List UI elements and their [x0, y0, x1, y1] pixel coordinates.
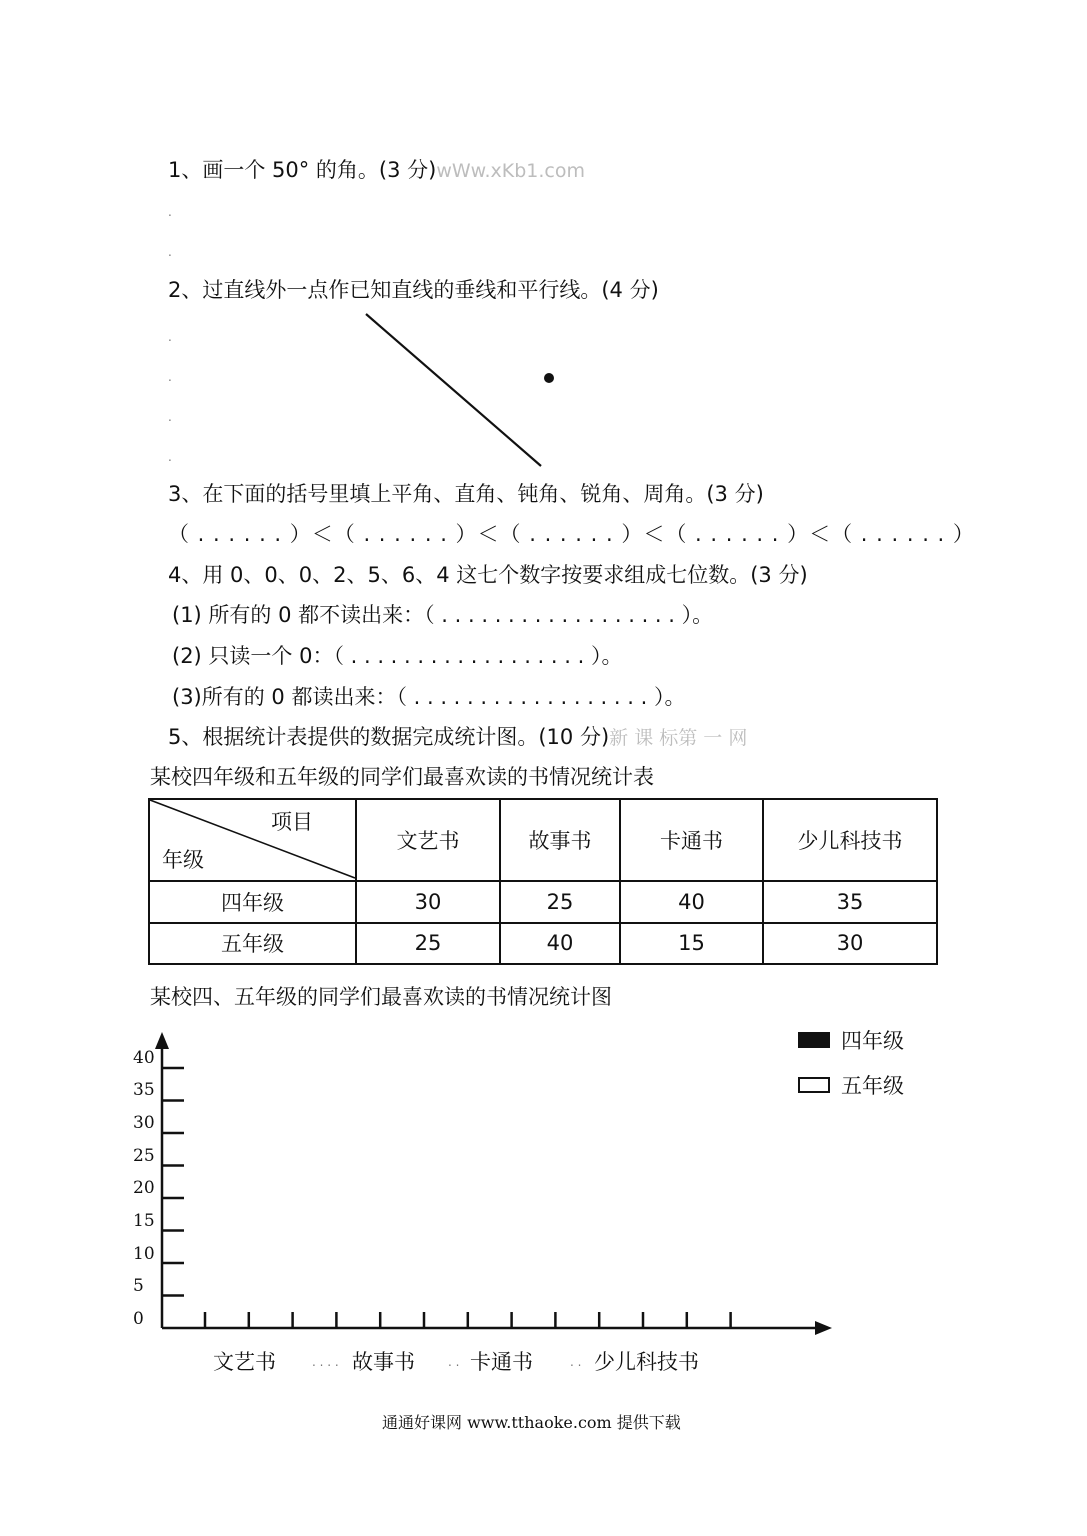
margin-dot: .: [168, 245, 172, 259]
y-axis-arrow: [155, 1032, 169, 1049]
legend-label-grade4: 四年级: [841, 1029, 904, 1053]
table-header-cell: 少儿科技书: [763, 799, 937, 881]
table-cell: 25: [356, 923, 500, 965]
question-4-item-1: (1) 所有的 0 都不读出来：（ . . . . . . . . . . . . . . . . . . ）。: [172, 603, 714, 627]
margin-dot: .: [168, 205, 172, 219]
question-4-item-3: (3)所有的 0 都读出来：（ . . . . . . . . . . . . . . . . . . ）。: [172, 685, 686, 709]
margin-dot: .: [168, 410, 172, 424]
question-4-item-2: (2) 只读一个 0：（ . . . . . . . . . . . . . . . . . . ）。: [172, 644, 623, 668]
question-5-text: 5、根据统计表提供的数据完成统计图。(10 分): [168, 725, 610, 749]
table-header-cell: 卡通书: [620, 799, 763, 881]
y-tick-label: 20: [133, 1178, 155, 1198]
margin-dot: .: [168, 450, 172, 464]
watermark-2: 新 课 标第 一 网: [609, 727, 748, 749]
category-label: 卡通书: [470, 1350, 533, 1374]
margin-dot: .: [168, 330, 172, 344]
table-cell: 40: [500, 923, 620, 965]
table-row-label: 四年级: [149, 881, 356, 923]
y-tick-label: 25: [133, 1146, 155, 1166]
margin-dot: . .: [448, 1355, 460, 1369]
y-tick-label: 40: [133, 1048, 155, 1068]
y-tick-label: 30: [133, 1113, 155, 1133]
question-1-text: 1、画一个 50° 的角。(3 分): [168, 158, 437, 182]
table-cell: 40: [620, 881, 763, 923]
question-3-blanks: （ . . . . . . ）＜（ . . . . . . ）＜（ . . . . . . ）＜（ . . . . . . ）＜（ . . . . . . ）: [168, 522, 975, 546]
table-header-cell: 故事书: [500, 799, 620, 881]
question-2-text: 2、过直线外一点作已知直线的垂线和平行线。(4 分): [168, 278, 659, 302]
category-label: 文艺书: [213, 1350, 276, 1374]
table-cell: 25: [500, 881, 620, 923]
category-label: 故事书: [352, 1350, 415, 1374]
y-tick-label: 35: [133, 1080, 155, 1100]
margin-dot: . . . .: [312, 1355, 339, 1369]
margin-dot: .: [168, 370, 172, 384]
table-cell: 15: [620, 923, 763, 965]
chart-title: 某校四、五年级的同学们最喜欢读的书情况统计图: [150, 985, 612, 1009]
corner-label-bottom: 年级: [162, 848, 204, 872]
footer-text: 通通好课网 www.tthaoke.com 提供下载: [382, 1413, 681, 1432]
x-axis-arrow: [815, 1321, 832, 1335]
corner-label-top: 项目: [271, 810, 313, 834]
legend-label-grade5: 五年级: [841, 1074, 904, 1098]
question-4-text: 4、用 0、0、0、2、5、6、4 这七个数字按要求组成七位数。(3 分): [168, 563, 808, 587]
category-label: 少儿科技书: [594, 1350, 699, 1374]
table-title: 某校四年级和五年级的同学们最喜欢读的书情况统计表: [150, 765, 654, 789]
table-row-label: 五年级: [149, 923, 356, 965]
y-tick-label: 15: [133, 1211, 155, 1231]
question-3-text: 3、在下面的括号里填上平角、直角、钝角、锐角、周角。(3 分): [168, 482, 764, 506]
y-tick-label: 0: [133, 1309, 144, 1329]
margin-dot: . .: [570, 1355, 582, 1369]
table-header-cell: 文艺书: [356, 799, 500, 881]
table-cell: 30: [356, 881, 500, 923]
y-tick-label: 5: [133, 1276, 144, 1296]
table-cell: 30: [763, 923, 937, 965]
table-cell: 35: [763, 881, 937, 923]
y-tick-label: 10: [133, 1244, 155, 1264]
watermark-1: wWw.xKb1.com: [436, 160, 585, 182]
